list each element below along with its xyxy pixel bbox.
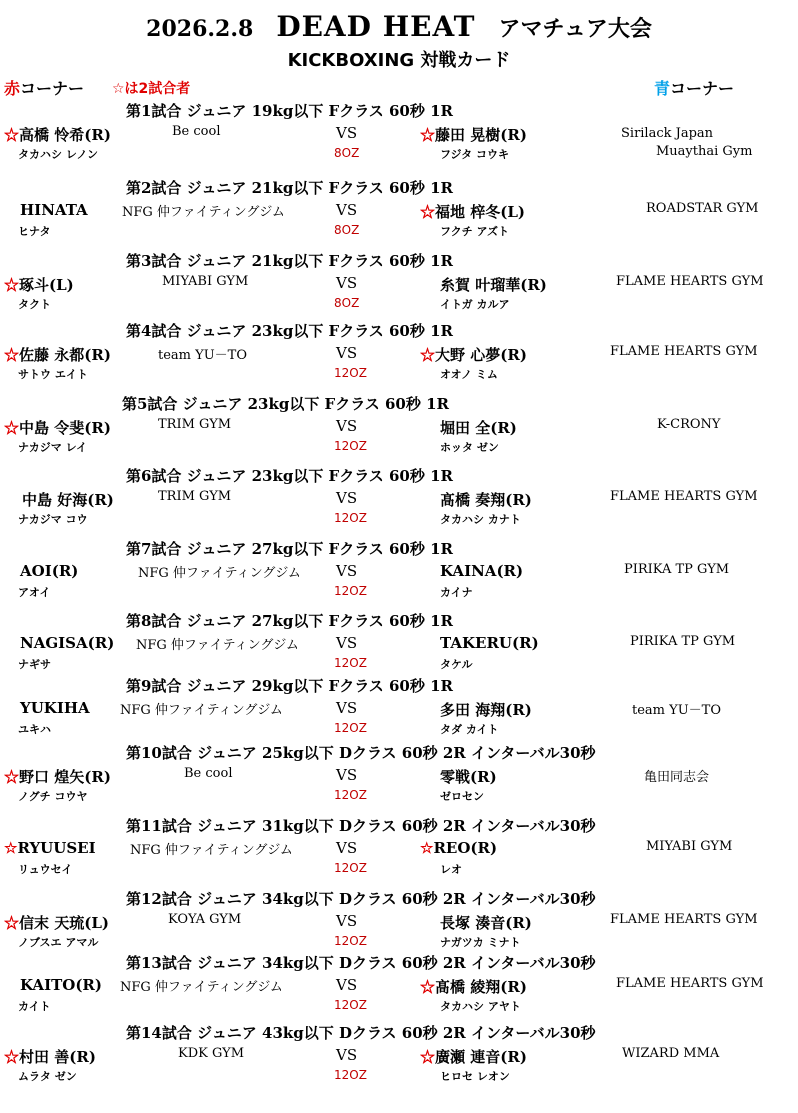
fighter-name-text: 村田 善: [19, 1048, 70, 1066]
stance: (R): [500, 346, 527, 364]
stance: (R): [84, 419, 111, 437]
fighter-name-text: AOI: [20, 562, 52, 580]
blue-kana: フクチ アズト: [440, 225, 510, 238]
fighter-name: [4, 766, 111, 787]
fighter-name-text: 廣瀬 連音: [435, 1048, 501, 1066]
red-gym: NFG 仲ファイティングジム: [136, 638, 299, 653]
red-gym: KDK GYM: [178, 1046, 245, 1061]
fighter-name: [20, 699, 90, 717]
fighter-name-text: 福地 梓冬: [435, 203, 501, 221]
star-icon: ☆: [4, 1048, 20, 1066]
fighter-name-text: 佐藤 永都: [19, 346, 85, 364]
fighter-name-text: 堀田 全: [440, 419, 491, 437]
glove-weight: 12OZ: [334, 788, 367, 802]
vs-label: VS: [336, 912, 358, 930]
event-name: DEAD HEAT: [276, 10, 476, 43]
red-gym: NFG 仲ファイティングジム: [120, 703, 283, 718]
bout-card: [0, 952, 798, 1024]
blue-gym: PIRIKA TP GYM: [624, 562, 730, 577]
vs-label: VS: [336, 562, 358, 580]
red-gym: NFG 仲ファイティングジム: [120, 980, 283, 995]
blue-kana: カイナ: [440, 586, 473, 599]
fighter-name: [440, 562, 523, 580]
red-corner-label: 赤コーナー: [4, 79, 85, 98]
blue-corner-label: 青コーナー: [654, 79, 735, 98]
vs-label: VS: [336, 489, 358, 507]
star-icon: ☆: [420, 978, 436, 996]
blue-gym-line2: Muaythai Gym: [656, 144, 753, 159]
blue-kana: フジタ コウキ: [440, 148, 509, 161]
fighter-name-text: 藤田 晃樹: [435, 126, 501, 144]
event-suffix: アマチュア大会: [498, 16, 652, 42]
red-gym: MIYABI GYM: [162, 274, 249, 289]
blue-gym: MIYABI GYM: [646, 839, 733, 854]
red-gym: NFG 仲ファイティングジム: [138, 566, 301, 581]
red-kana: ノグチ コウヤ: [18, 790, 88, 803]
blue-kana: ナガツカ ミナト: [440, 936, 521, 949]
stance: (R): [505, 701, 532, 719]
bout-title: 第13試合 ジュニア 34kg以下 Dクラス 60秒 2R インターバル30秒: [126, 954, 596, 972]
fighter-name: [440, 489, 532, 510]
fighter-name: [22, 489, 114, 510]
red-kana: ユキハ: [18, 723, 51, 736]
red-gym: team YU－TO: [158, 348, 247, 363]
bout-card: [0, 393, 798, 465]
blue-gym: WIZARD MMA: [622, 1046, 720, 1061]
bout-card: [0, 675, 798, 747]
red-kana: ヒナタ: [18, 225, 51, 238]
stance: (R): [500, 1048, 527, 1066]
blue-kana: イトガ カルア: [440, 298, 510, 311]
blue-kana: ヒロセ レオン: [440, 1070, 510, 1083]
stance: (R): [496, 562, 524, 580]
bout-title: 第12試合 ジュニア 34kg以下 Dクラス 60秒 2R インターバル30秒: [126, 890, 596, 908]
star-icon: ☆: [4, 419, 20, 437]
bout-title: 第14試合 ジュニア 43kg以下 Dクラス 60秒 2R インターバル30秒: [126, 1024, 596, 1042]
bout-card: [0, 610, 798, 682]
fighter-name: [4, 417, 111, 438]
fighter-name: [440, 417, 517, 438]
glove-weight: 8OZ: [334, 223, 360, 237]
fighter-name-text: NAGISA: [20, 634, 88, 652]
blue-gym: ROADSTAR GYM: [646, 201, 759, 216]
vs-label: VS: [336, 976, 358, 994]
page-title: [0, 10, 798, 43]
star-icon: ☆: [4, 126, 20, 144]
fighter-name-text: 中島 令斐: [19, 419, 85, 437]
red-kana: ナギサ: [18, 658, 51, 671]
glove-weight: 8OZ: [334, 146, 360, 160]
blue-kana: レオ: [440, 863, 462, 876]
red-kana: カイト: [18, 1000, 51, 1013]
star-icon: ☆: [4, 839, 18, 857]
blue-kana: タケル: [440, 658, 473, 671]
bout-card: [0, 320, 798, 392]
bout-title: 第8試合 ジュニア 27kg以下 Fクラス 60秒 1R: [126, 612, 453, 630]
stance: (L): [84, 914, 109, 932]
star-note: ☆は2試合者: [112, 81, 191, 97]
glove-weight: 8OZ: [334, 296, 360, 310]
red-gym: NFG 仲ファイティングジム: [130, 843, 293, 858]
red-kana: ムラタ ゼン: [18, 1070, 77, 1083]
fighter-name: [420, 976, 527, 997]
red-kana: ノブスエ アマル: [18, 936, 99, 949]
fighter-name: [20, 201, 88, 219]
bout-title: 第6試合 ジュニア 23kg以下 Fクラス 60秒 1R: [126, 467, 453, 485]
red-kana: タカハシ レノン: [18, 148, 98, 161]
red-gym: NFG 仲ファイティングジム: [122, 205, 285, 220]
glove-weight: 12OZ: [334, 656, 367, 670]
bout-title: 第11試合 ジュニア 31kg以下 Dクラス 60秒 2R インターバル30秒: [126, 817, 596, 835]
red-gym: Be cool: [172, 124, 221, 139]
fighter-name-text: 零戦: [440, 768, 471, 786]
star-icon: ☆: [4, 768, 20, 786]
glove-weight: 12OZ: [334, 439, 367, 453]
fighter-name-text: 髙橋 奏翔: [440, 491, 506, 509]
red-kana: ナカジマ コウ: [18, 513, 88, 526]
star-icon: ☆: [420, 203, 436, 221]
fighter-name: [440, 766, 497, 787]
bout-card: [0, 742, 798, 814]
stance: (L): [500, 203, 525, 221]
page-subtitle: KICKBOXING 対戦カード: [287, 50, 511, 71]
blue-gym: FLAME HEARTS GYM: [610, 344, 758, 359]
fighter-name: [4, 912, 109, 933]
fighter-name-text: 長塚 湊音: [440, 914, 506, 932]
blue-gym: 亀田同志会: [644, 770, 710, 785]
fighter-name-text: TAKERU: [440, 634, 512, 652]
star-icon: ☆: [4, 276, 20, 294]
star-icon: ☆: [420, 126, 436, 144]
stance: (R): [470, 839, 498, 857]
bout-title: 第10試合 ジュニア 25kg以下 Dクラス 60秒 2R インターバル30秒: [126, 744, 596, 762]
stance: (R): [69, 1048, 96, 1066]
glove-weight: 12OZ: [334, 998, 367, 1012]
fighter-name: [4, 124, 111, 145]
bout-title: 第4試合 ジュニア 23kg以下 Fクラス 60秒 1R: [126, 322, 453, 340]
glove-weight: 12OZ: [334, 511, 367, 525]
red-gym: KOYA GYM: [168, 912, 242, 927]
bout-title: 第2試合 ジュニア 21kg以下 Fクラス 60秒 1R: [126, 179, 453, 197]
fighter-name: [420, 1046, 527, 1067]
glove-weight: 12OZ: [334, 1068, 367, 1082]
glove-weight: 12OZ: [334, 934, 367, 948]
glove-weight: 12OZ: [334, 584, 367, 598]
blue-kana: ホッタ ゼン: [440, 441, 499, 454]
glove-weight: 12OZ: [334, 861, 367, 875]
fighter-name: [20, 634, 114, 652]
stance: (R): [490, 419, 517, 437]
bout-card: [0, 100, 798, 172]
stance: (R): [84, 768, 111, 786]
fighter-name: [420, 201, 525, 222]
fighter-name-text: 高橋 怜希: [19, 126, 85, 144]
bout-title: 第7試合 ジュニア 27kg以下 Fクラス 60秒 1R: [126, 540, 453, 558]
blue-gym: FLAME HEARTS GYM: [610, 912, 758, 927]
glove-weight: 12OZ: [334, 721, 367, 735]
blue-gym: Sirilack Japan: [621, 126, 714, 141]
vs-label: VS: [336, 1046, 358, 1064]
fighter-name: [20, 562, 78, 580]
star-icon: ☆: [420, 1048, 436, 1066]
fighter-name-text: 中島 好海: [22, 491, 88, 509]
stance: (R): [84, 346, 111, 364]
bout-card: [0, 538, 798, 610]
red-kana: サトウ エイト: [18, 368, 88, 381]
event-date: 2026.2.8: [146, 16, 254, 42]
fighter-name-text: 野口 煌矢: [19, 768, 85, 786]
star-icon: ☆: [420, 839, 434, 857]
vs-label: VS: [336, 274, 358, 292]
fighter-name: [440, 699, 532, 720]
bout-title: 第3試合 ジュニア 21kg以下 Fクラス 60秒 1R: [126, 252, 453, 270]
red-kana: リュウセイ: [18, 863, 73, 876]
fighter-name-text: HINATA: [20, 201, 88, 219]
stance: (R): [512, 634, 539, 652]
fighter-name-text: YUKIHA: [20, 699, 90, 717]
blue-gym: K-CRONY: [657, 417, 721, 432]
blue-kana: ゼロセン: [440, 790, 484, 803]
fighter-name-text: 大野 心夢: [435, 346, 501, 364]
bout-card: [0, 250, 798, 322]
stance: (R): [500, 978, 527, 996]
star-icon: ☆: [420, 346, 436, 364]
vs-label: VS: [336, 766, 358, 784]
vs-label: VS: [336, 839, 358, 857]
stance: (R): [87, 634, 115, 652]
vs-label: VS: [336, 634, 358, 652]
stance: (R): [51, 562, 79, 580]
bout-card: [0, 465, 798, 537]
blue-gym: FLAME HEARTS GYM: [610, 489, 758, 504]
vs-label: VS: [336, 417, 358, 435]
blue-kana: タカハシ アヤト: [440, 1000, 521, 1013]
vs-label: VS: [336, 124, 358, 142]
fighter-name: [20, 976, 102, 994]
fighter-name-text: 信末 天琉: [19, 914, 85, 932]
fighter-name: [420, 839, 497, 857]
bout-title: 第5試合 ジュニア 23kg以下 Fクラス 60秒 1R: [122, 395, 449, 413]
fighter-name: [4, 344, 111, 365]
blue-kana: オオノ ミム: [440, 368, 498, 381]
fighter-name: [440, 634, 539, 652]
fighter-name-text: 糸賀 叶瑠華: [440, 276, 521, 294]
vs-label: VS: [336, 201, 358, 219]
blue-gym: FLAME HEARTS GYM: [616, 274, 764, 289]
stance: (R): [520, 276, 547, 294]
bout-title: 第9試合 ジュニア 29kg以下 Fクラス 60秒 1R: [126, 677, 453, 695]
fighter-name: [4, 274, 74, 295]
red-gym: TRIM GYM: [158, 417, 232, 432]
star-icon: ☆: [4, 346, 20, 364]
stance: (R): [505, 914, 532, 932]
glove-weight: 12OZ: [334, 366, 367, 380]
blue-gym: PIRIKA TP GYM: [630, 634, 736, 649]
stance: (R): [75, 976, 102, 994]
blue-gym: FLAME HEARTS GYM: [616, 976, 764, 991]
stance: (L): [49, 276, 74, 294]
fighter-name-text: 琢斗: [19, 276, 50, 294]
bout-card: [0, 888, 798, 960]
bout-title: 第1試合 ジュニア 19kg以下 Fクラス 60秒 1R: [126, 102, 453, 120]
fighter-name-text: KAITO: [20, 976, 76, 994]
vs-label: VS: [336, 699, 358, 717]
bout-card: [0, 177, 798, 249]
blue-kana: タダ カイト: [440, 723, 499, 736]
fighter-name: [4, 1046, 96, 1067]
red-kana: タクト: [18, 298, 51, 311]
stance: (R): [87, 491, 114, 509]
vs-label: VS: [336, 344, 358, 362]
red-gym: TRIM GYM: [158, 489, 232, 504]
bout-card: [0, 815, 798, 887]
fighter-name: [420, 124, 527, 145]
fighter-name: [440, 912, 532, 933]
stance: (R): [505, 491, 532, 509]
fighter-name-text: RYUUSEI: [17, 839, 96, 857]
fighter-name: [4, 839, 96, 857]
red-kana: アオイ: [18, 586, 51, 599]
blue-kana: タカハシ カナト: [440, 513, 521, 526]
fighter-name-text: 多田 海翔: [440, 701, 506, 719]
stance: (R): [500, 126, 527, 144]
stance: (R): [84, 126, 111, 144]
red-kana: ナカジマ レイ: [18, 441, 88, 454]
red-gym: Be cool: [184, 766, 233, 781]
blue-gym: team YU－TO: [632, 703, 721, 718]
stance: (R): [470, 768, 497, 786]
fighter-name: [420, 344, 527, 365]
fighter-name-text: KAINA: [440, 562, 497, 580]
bout-card: [0, 1022, 798, 1094]
fighter-name-text: REO: [433, 839, 471, 857]
star-icon: ☆: [4, 914, 20, 932]
fighter-name-text: 髙橋 綾翔: [435, 978, 501, 996]
fighter-name: [440, 274, 547, 295]
